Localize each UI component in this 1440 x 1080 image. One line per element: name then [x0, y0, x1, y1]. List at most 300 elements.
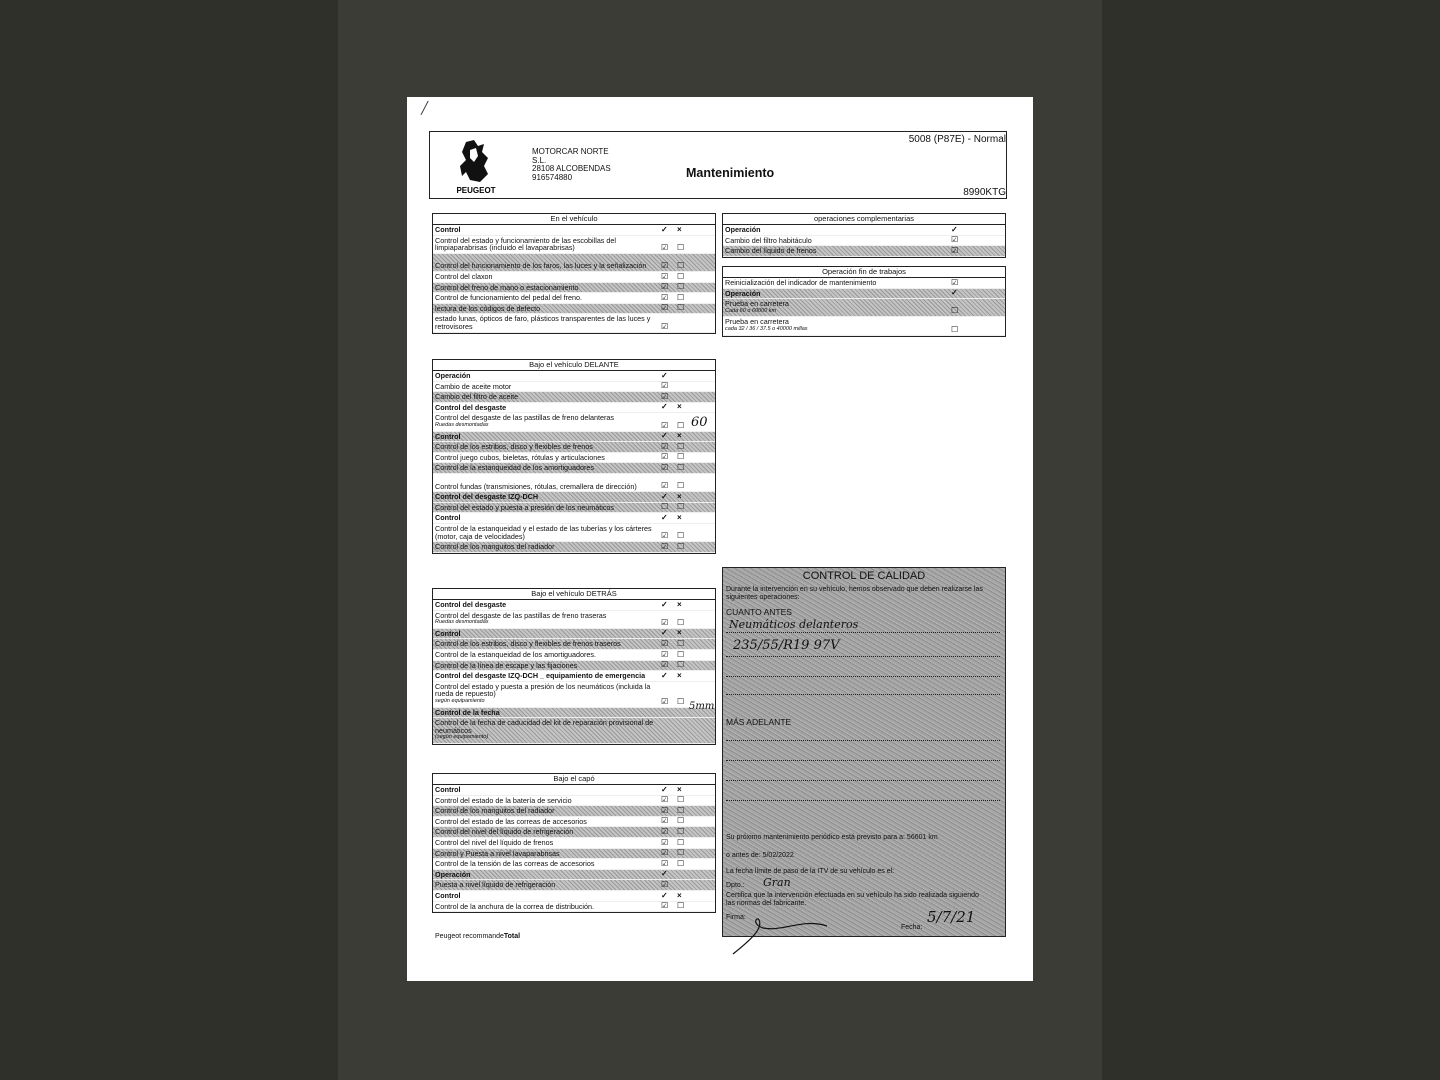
ok-checkbox[interactable]: ✓ [661, 628, 668, 638]
checklist-item-text: Control del funcionamiento de los faros, las luces y la señalización [435, 261, 647, 271]
signature-label: Firma: [726, 914, 746, 921]
defect-checkbox[interactable]: ☐ [677, 481, 685, 491]
checklist-item-label [435, 601, 655, 609]
ok-checkbox[interactable]: ✓ [661, 869, 668, 879]
checklist-row [433, 442, 715, 453]
itv-date: La fecha límite de paso de la ITV de su vehículo es el: [726, 868, 895, 875]
defect-checkbox[interactable]: ☐ [677, 282, 685, 292]
defect-checkbox[interactable]: ☐ [677, 531, 685, 541]
defect-checkbox[interactable]: ☐ [677, 462, 685, 472]
checklist-row [433, 629, 715, 640]
checklist-row [433, 272, 715, 283]
checklist-item-text: Operación [725, 225, 761, 234]
checklist-item-label [435, 315, 655, 330]
dealer-address: 28108 ALCOBENDAS [532, 164, 611, 173]
checklist-item-text: Control [435, 628, 461, 638]
checklist-row [433, 304, 715, 315]
defect-checkbox[interactable]: × [677, 599, 682, 609]
brand-text: PEUGEOT [456, 186, 496, 195]
checklist-row [433, 254, 715, 272]
checklist-item-label [435, 414, 655, 429]
defect-checkbox[interactable]: ☐ [677, 858, 685, 868]
ok-checkbox[interactable]: ✓ [661, 670, 668, 680]
checklist-item-label [435, 662, 655, 670]
checklist-item-text: Cambio del filtro habitáculo [725, 235, 812, 245]
ok-checkbox[interactable]: ☑ [661, 837, 669, 847]
checklist-row [723, 246, 1005, 257]
defect-checkbox[interactable]: × [677, 784, 682, 794]
document-page [407, 97, 1033, 981]
checklist-item-text: Control del desgaste [435, 600, 507, 609]
ok-checkbox[interactable]: ✓ [661, 784, 668, 794]
defect-checkbox[interactable]: ☐ [677, 696, 685, 706]
quality-control-box [722, 567, 1006, 937]
quality-control-title: CONTROL DE CALIDAD [802, 570, 926, 582]
checklist-row [433, 859, 715, 870]
scan-mark: ╱ [421, 101, 429, 115]
ok-checkbox[interactable]: ☑ [951, 235, 959, 245]
checklist-item-label [435, 543, 655, 551]
handwritten-tyre-depth: 5mm [689, 701, 715, 712]
footer-text: Peugeot recommande [435, 933, 504, 940]
defect-checkbox[interactable]: ☐ [677, 292, 685, 302]
ok-checkbox[interactable]: ✓ [661, 370, 668, 380]
section-title: operaciones complementarias [723, 214, 1005, 225]
checklist-item-label [435, 612, 655, 627]
checklist-item-label [725, 237, 945, 245]
handwritten-pad-thickness: 60 [691, 415, 708, 430]
checklist-item-text: lectura de los códigos de defecto [435, 303, 541, 313]
dotted-line [726, 740, 1000, 741]
checklist-item-text: Control de la estanqueidad de los amortiguadores [435, 463, 595, 473]
checklist-item-label [435, 860, 655, 868]
ok-checkbox[interactable]: ☑ [661, 303, 669, 313]
ok-checkbox[interactable]: ☐ [661, 502, 669, 512]
dealer-suffix: S.L. [532, 155, 547, 165]
dealer-phone: 916574880 [532, 172, 573, 182]
checklist-row [433, 682, 715, 708]
dotted-line [726, 632, 1000, 633]
checklist-item-label [435, 797, 655, 805]
checklist-item-text: Control de la fecha de caducidad del kit de reparación provisional de neumáticos [435, 718, 654, 735]
checklist-item-text: Control del estado de las correas de accesorios [435, 816, 587, 826]
checklist-item-text: Control de la estanqueidad de los amortiguadores. [435, 649, 597, 659]
checklist-item-text: Cambio del filtro de aceite [435, 392, 519, 402]
checklist-item-text: Cambio del líquido de frenos [725, 246, 817, 256]
checklist-item-text: Control del freno de mano o estacionamiento [435, 282, 579, 292]
checklist-item-label [435, 525, 655, 540]
section-bajo-detras [432, 588, 716, 745]
section-title: Bajo el capó [433, 774, 715, 785]
checklist-item-label [435, 393, 655, 401]
document-header [429, 131, 1007, 199]
ok-checkbox[interactable]: ☑ [661, 660, 669, 670]
checklist-row [433, 225, 715, 236]
defect-checkbox[interactable]: × [677, 431, 682, 441]
checklist-item-text: Control del claxon [435, 271, 493, 281]
checklist-item-label [725, 247, 945, 255]
peugeot-lion-logo [444, 136, 508, 196]
checklist-row [433, 785, 715, 796]
checklist-item-note: Ruedas desmontadas [435, 619, 489, 626]
ok-checkbox[interactable]: ☑ [661, 452, 669, 462]
checklist-item-label [435, 372, 655, 380]
document-title: Mantenimiento [686, 166, 775, 180]
ok-checkbox[interactable]: ☑ [661, 381, 669, 391]
checklist-row [433, 661, 715, 672]
ok-checkbox[interactable]: ☑ [951, 277, 959, 287]
checklist-row [433, 492, 715, 503]
checklist-row [433, 870, 715, 881]
defect-checkbox[interactable]: ☐ [677, 826, 685, 836]
checklist-item-label [435, 850, 655, 858]
dotted-line [726, 760, 1000, 761]
section-en-vehiculo [432, 213, 716, 334]
section-bajo-delante [432, 359, 716, 554]
checklist-item-label [435, 807, 655, 815]
checklist-row [433, 403, 715, 414]
checklist-item-label [435, 273, 655, 281]
date-label: Fecha: [901, 924, 923, 931]
ok-checkbox[interactable]: ✓ [661, 491, 668, 501]
ok-checkbox[interactable]: ☐ [951, 306, 959, 316]
checklist-row [433, 463, 715, 474]
ok-checkbox[interactable]: ☑ [661, 848, 669, 858]
checklist-row [433, 902, 715, 913]
defect-checkbox[interactable]: × [677, 402, 682, 412]
ok-checkbox[interactable]: ☑ [661, 531, 669, 541]
checklist-item-text: Control de los estribos, disco y flexibles de frenos [435, 442, 593, 452]
checklist-item-text: Control de la estanqueidad y el estado de las tuberías y los cárteres (motor, caja de velocidades) [435, 523, 652, 541]
ok-checkbox[interactable]: ☑ [661, 638, 669, 648]
ok-checkbox[interactable]: ☑ [661, 696, 669, 706]
defect-checkbox[interactable]: ☐ [677, 805, 685, 815]
checklist-item-text: Control del desgaste de las pastillas de freno delanteras [435, 413, 614, 423]
defect-checkbox[interactable]: ☐ [677, 303, 685, 313]
checklist-item-text: Reinicialización del indicador de mantenimiento [725, 278, 877, 287]
ok-checkbox[interactable]: ☑ [661, 617, 669, 627]
handwritten-antes-2: 235/55/R19 97V [733, 638, 840, 653]
checklist-item-label [435, 630, 655, 638]
checklist-item-note: Ruedas desmontadas [435, 421, 489, 428]
checklist-row [433, 392, 715, 403]
checklist-item-text: Operación [435, 869, 471, 879]
defect-checkbox[interactable]: × [677, 491, 682, 501]
label-mas-adelante: MÁS ADELANTE [726, 717, 792, 727]
checklist-row [433, 524, 715, 542]
checklist-item-text: Control del nivel del líquido de frenos [435, 837, 554, 847]
checklist-item-label [435, 683, 655, 706]
dotted-line [726, 676, 1000, 677]
section-bajo-capo [432, 773, 716, 913]
ok-checkbox[interactable]: ☑ [661, 420, 669, 430]
ok-checkbox[interactable]: ☑ [661, 826, 669, 836]
ok-checkbox[interactable]: ☑ [661, 462, 669, 472]
defect-checkbox[interactable]: ☐ [677, 441, 685, 451]
checklist-item-label [725, 318, 945, 333]
defect-checkbox[interactable]: ☐ [677, 452, 685, 462]
checklist-row [433, 503, 715, 514]
dpto-label: Dpto.: [726, 882, 745, 889]
checklist-item-text: Control del estado y puesta a presión de los neumáticos [435, 502, 614, 512]
checklist-item-label [435, 294, 655, 302]
section-title: Bajo el vehículo DELANTE [433, 360, 715, 371]
ok-checkbox[interactable]: ✓ [661, 402, 668, 412]
defect-checkbox[interactable]: × [677, 512, 682, 522]
checklist-row [433, 838, 715, 849]
checklist-item-text: Operación [725, 288, 761, 298]
checklist-item-text: Cambio de aceite motor [435, 381, 512, 391]
ok-checkbox[interactable]: ☐ [951, 324, 959, 334]
section-title: En el vehículo [433, 214, 715, 225]
checklist-item-label [725, 290, 945, 298]
ok-checkbox[interactable]: ✓ [951, 288, 958, 298]
checklist-item-text: Control de funcionamiento del pedal del freno. [435, 293, 583, 303]
section-fin-trabajos [722, 266, 1006, 337]
checklist-row [433, 880, 715, 891]
dotted-line [726, 800, 1000, 801]
checklist-item-label [435, 839, 655, 847]
defect-checkbox[interactable]: ☐ [677, 660, 685, 670]
checklist-item-text: Control de la anchura de la correa de distribución. [435, 901, 595, 911]
ok-checkbox[interactable]: ☑ [661, 805, 669, 815]
ok-checkbox[interactable]: ☑ [661, 816, 669, 826]
defect-checkbox[interactable]: ☐ [677, 271, 685, 281]
ok-checkbox[interactable]: ✓ [951, 224, 958, 234]
checklist-row [433, 639, 715, 650]
dotted-line [726, 694, 1000, 695]
ok-checkbox[interactable]: ☑ [951, 245, 959, 255]
dealer-info [532, 148, 611, 182]
checklist-row [433, 708, 715, 719]
checklist-row [433, 371, 715, 382]
checklist-item-text: Control [435, 890, 461, 900]
checklist-item-text: Prueba en carretera [725, 299, 789, 309]
checklist-item-label [435, 828, 655, 836]
checklist-row [433, 671, 715, 682]
checklist-item-text: Control del estado y puesta a presión de los neumáticos (incluida la rueda de repuesto) [435, 681, 651, 699]
defect-checkbox[interactable]: ☐ [677, 649, 685, 659]
checklist-item-text: Prueba en carretera [725, 317, 789, 327]
ok-checkbox[interactable]: ☑ [661, 271, 669, 281]
handwritten-antes-1: Neumáticos delanteros [729, 618, 859, 631]
checklist-row [433, 796, 715, 807]
checklist-item-label [435, 262, 655, 270]
defect-checkbox[interactable]: × [677, 890, 682, 900]
defect-checkbox[interactable]: ☐ [677, 242, 685, 252]
section-complementarias [722, 213, 1006, 258]
checklist-item-label [435, 818, 655, 826]
checklist-item-label [435, 651, 655, 659]
checklist-item-note: Cada 60 o 60000 km [725, 307, 777, 314]
checklist-item-text: Operación [435, 371, 471, 380]
checklist-item-text: Control de la tensión de las correas de accesorios [435, 859, 595, 869]
checklist-item-label [435, 514, 655, 522]
dotted-line [726, 656, 1000, 657]
checklist-item-text: Control fundas (transmisiones, rótulas, cremallera de dirección) [435, 481, 637, 491]
checklist-item-label [435, 881, 655, 889]
ok-checkbox[interactable]: ☑ [661, 541, 669, 551]
checklist-row [723, 236, 1005, 247]
section-title: Bajo el vehículo DETRÁS [433, 589, 715, 600]
ok-checkbox[interactable]: ✓ [661, 599, 668, 609]
ok-checkbox[interactable]: ✓ [661, 431, 668, 441]
ok-checkbox[interactable]: ☑ [661, 391, 669, 401]
defect-checkbox[interactable]: ☐ [677, 837, 685, 847]
checklist-item-label [435, 786, 655, 794]
checklist-item-note: según equipamiento [435, 697, 485, 704]
ok-checkbox[interactable]: ☑ [661, 795, 669, 805]
checklist-item-label [725, 279, 945, 287]
label-cuanto-antes: CUANTO ANTES [726, 607, 792, 617]
checklist-row [433, 513, 715, 524]
checklist-item-text: Control del estado de la batería de servicio [435, 795, 572, 805]
checklist-row [433, 891, 715, 902]
dotted-line [726, 780, 1000, 781]
section-title: Operación fin de trabajos [723, 267, 1005, 278]
checklist-item-text: Control de la fecha [435, 707, 500, 717]
checklist-row [433, 236, 715, 254]
checklist-item-label [725, 226, 945, 234]
checklist-item-label [435, 709, 655, 717]
checklist-item-label [725, 300, 945, 315]
dealer-name: MOTORCAR NORTE [532, 147, 609, 156]
defect-checkbox[interactable]: ☐ [677, 795, 685, 805]
checklist-row [433, 611, 715, 629]
checklist-item-label [435, 443, 655, 451]
ok-checkbox[interactable]: ✓ [661, 224, 668, 234]
checklist-item-label [435, 903, 655, 911]
defect-checkbox[interactable]: ☐ [677, 816, 685, 826]
ok-checkbox[interactable]: ☑ [661, 242, 669, 252]
ok-checkbox[interactable]: ☑ [661, 321, 669, 331]
ok-checkbox[interactable]: ☑ [661, 649, 669, 659]
defect-checkbox[interactable]: ☐ [677, 638, 685, 648]
checklist-row [433, 718, 715, 744]
checklist-item-label [435, 433, 655, 441]
checklist-row [723, 278, 1005, 289]
defect-checkbox[interactable]: ☐ [677, 260, 685, 270]
checklist-item-text: Control [435, 513, 461, 523]
defect-checkbox[interactable]: ☐ [677, 901, 685, 911]
defect-checkbox[interactable]: ☐ [677, 541, 685, 551]
ok-checkbox[interactable]: ☑ [661, 260, 669, 270]
ok-checkbox[interactable]: ✓ [661, 512, 668, 522]
checklist-row [433, 806, 715, 817]
checklist-row [433, 817, 715, 828]
checklist-row [433, 293, 715, 304]
ok-checkbox[interactable]: ✓ [661, 890, 668, 900]
checklist-row [433, 432, 715, 443]
checklist-item-label [435, 871, 655, 879]
defect-checkbox[interactable]: ☐ [677, 617, 685, 627]
checklist-item-label [435, 493, 655, 501]
checklist-item-label [435, 383, 655, 391]
checklist-item-text: Control del desgaste IZQ-DCH _ equipamiento de emergencia [435, 671, 646, 681]
handwritten-date: 5/7/21 [927, 908, 976, 926]
checklist-row [433, 827, 715, 838]
checklist-row [433, 542, 715, 553]
checklist-item-text: Control de la línea de escape y las fijaciones [435, 660, 578, 670]
checklist-item-text: Control del estado y funcionamiento de las escobillas del limpiaparabrisas (incluido el lavaparabrisas) [435, 235, 616, 253]
quality-intro: Durante la intervención en su vehículo, hemos observado que deben realizarse las siguientes operaciones: [726, 586, 983, 601]
checklist-item-text: Control de los estribos, disco y flexibles de frenos traseros [435, 639, 621, 649]
checklist-item-text: Control del desgaste [435, 402, 507, 412]
ok-checkbox[interactable]: ☑ [661, 292, 669, 302]
checklist-row [433, 283, 715, 294]
defect-checkbox[interactable]: × [677, 224, 682, 234]
checklist-item-label [435, 404, 655, 412]
defect-checkbox[interactable]: × [677, 670, 682, 680]
handwritten-dpto: Gran [763, 876, 791, 889]
defect-checkbox[interactable]: × [677, 628, 682, 638]
vehicle-model: 5008 (P87E) - Normal [908, 134, 1006, 145]
checklist-row [433, 413, 715, 431]
checklist-row [433, 314, 715, 332]
ok-checkbox[interactable]: ☑ [661, 901, 669, 911]
checklist-item-label [435, 464, 655, 472]
checklist-row [723, 225, 1005, 236]
vehicle-plate: 8990KTG [963, 187, 1006, 198]
checklist-item-label [435, 719, 655, 742]
signature-scribble [723, 898, 833, 958]
defect-checkbox[interactable]: ☐ [677, 502, 685, 512]
checklist-item-text: Control del nivel del líquido de refrigeración [435, 827, 574, 837]
checklist-item-label [435, 483, 655, 491]
defect-checkbox[interactable]: ☐ [677, 420, 685, 430]
checklist-item-label [435, 284, 655, 292]
checklist-row [433, 849, 715, 860]
checklist-item-text: estado lunas, ópticos de faro, plásticos transparentes de las luces y retrovisores [435, 314, 651, 331]
checklist-item-text: Control del desgaste de las pastillas de freno traseras [435, 610, 607, 620]
checklist-item-text: Control del desgaste IZQ-DCH [435, 492, 539, 502]
ok-checkbox[interactable]: ☑ [661, 441, 669, 451]
checklist-item-text: Control y Puesta a nivel lavaparabrisas [435, 848, 560, 858]
checklist-item-text: Puesta a nivel líquido de refrigeración [435, 880, 556, 890]
checklist-item-label [435, 305, 655, 313]
ok-checkbox[interactable]: ☑ [661, 858, 669, 868]
footer-brand: Total [503, 933, 521, 940]
ok-checkbox[interactable]: ☑ [661, 282, 669, 292]
checklist-row [433, 650, 715, 661]
checklist-item-label [435, 237, 655, 252]
checklist-row [433, 600, 715, 611]
checklist-item-text: Control de los manguitos del radiador [435, 806, 555, 816]
checklist-item-text: Control juego cubos, bieletas, rótulas y articulaciones [435, 452, 605, 462]
checklist-item-text: Control [435, 785, 461, 794]
checklist-item-note: cada 32 / 36 / 37.5 o 40000 millas [725, 325, 808, 332]
checklist-item-label [435, 226, 655, 234]
checklist-row [723, 289, 1005, 300]
defect-checkbox[interactable]: ☐ [677, 848, 685, 858]
checklist-item-text: Control de los manguitos del radiador [435, 542, 555, 552]
checklist-item-label [435, 892, 655, 900]
checklist-item-label [435, 454, 655, 462]
checklist-item-text: Control [435, 225, 461, 234]
next-service-date: o antes de: 5/02/2022 [726, 852, 794, 859]
checklist-item-label [435, 640, 655, 648]
checklist-row [723, 299, 1005, 317]
next-service: Su próximo mantenimiento periódico está previsto para a: 56601 km [726, 834, 938, 841]
ok-checkbox[interactable]: ☑ [661, 481, 669, 491]
checklist-row [433, 453, 715, 464]
ok-checkbox[interactable]: ☑ [661, 879, 669, 889]
checklist-row [723, 317, 1005, 335]
checklist-row [433, 474, 715, 492]
checklist-item-label [435, 504, 655, 512]
checklist-item-note: (según equipamiento) [435, 734, 489, 741]
certification-text: Certifica que la intervención efectuada en su vehículo ha sido realizada siguiendo las normas del fabricante. [726, 892, 979, 907]
